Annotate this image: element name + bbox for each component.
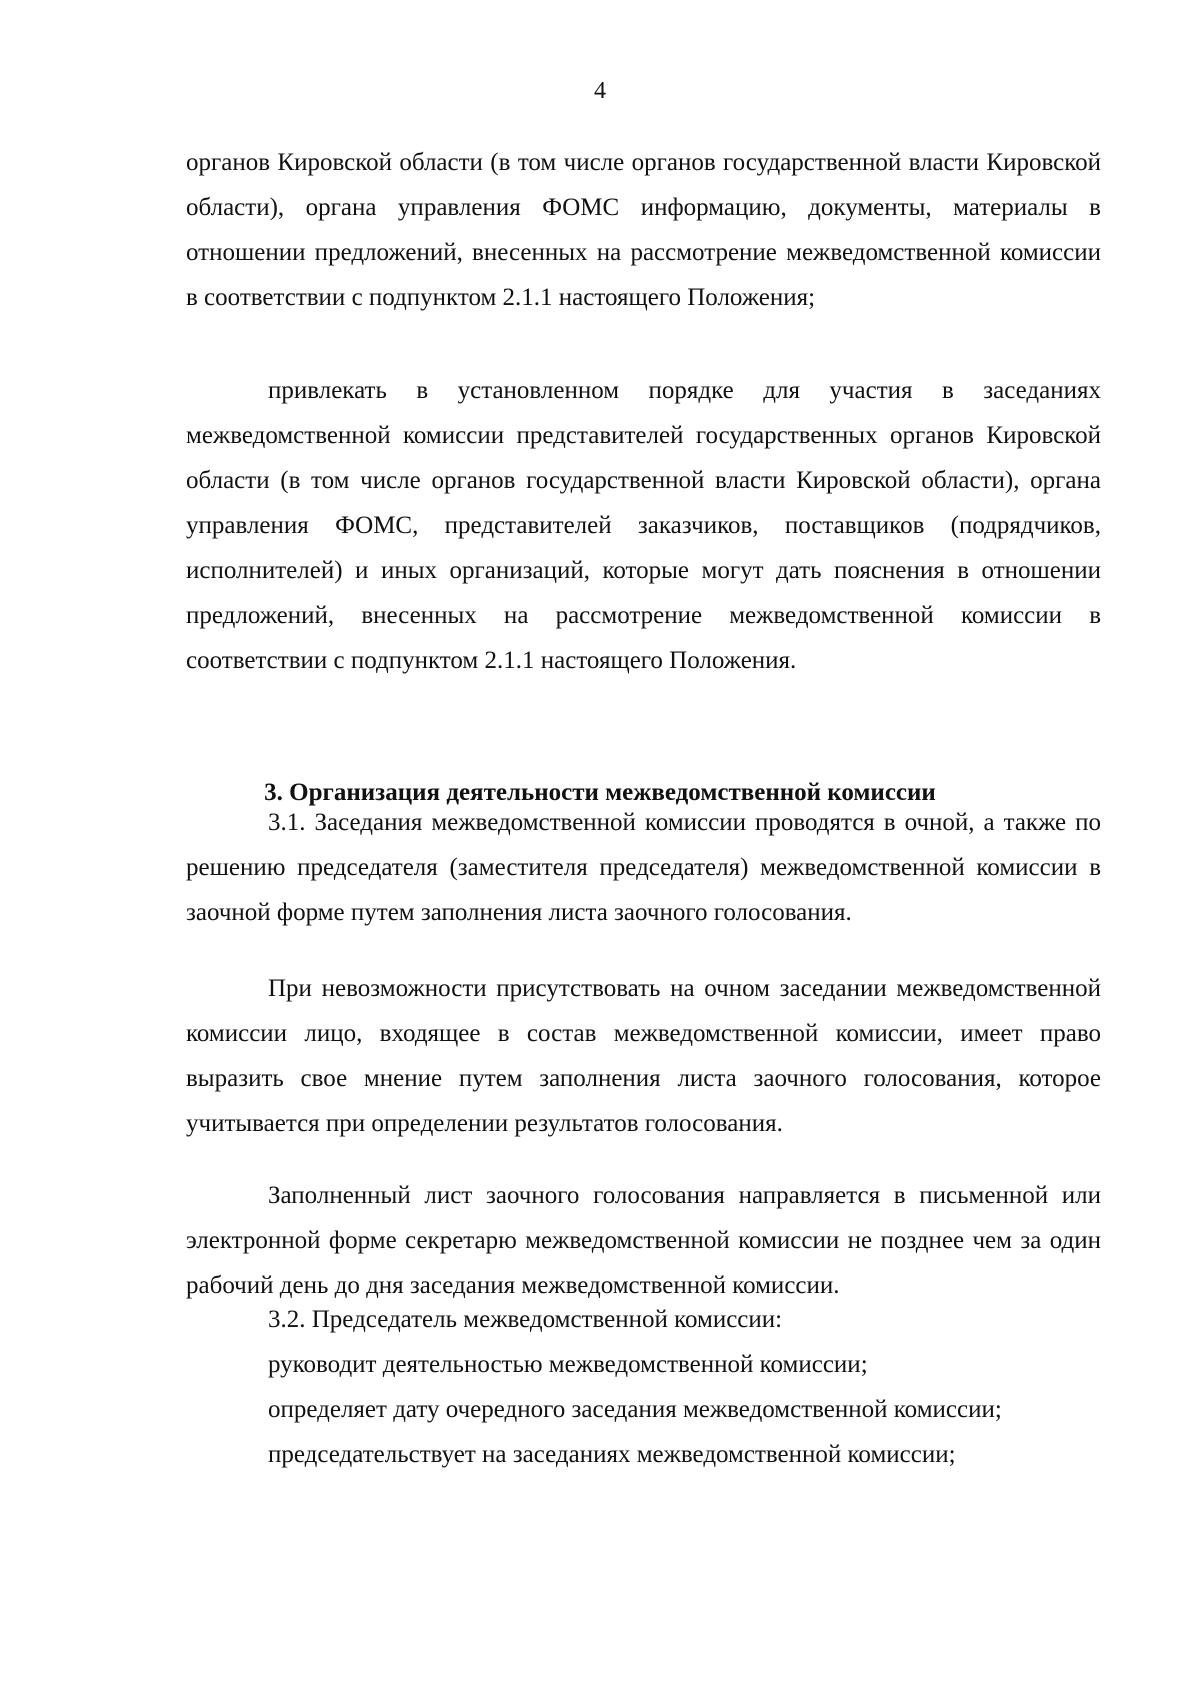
- paragraph-text: Заполненный лист заочного голосования направляется в письменной или электронной форме секретарю межведомственной комиссии не позднее чем за один рабочий день до дня заседания межведомственной комиссии.: [186, 1182, 1101, 1299]
- list-item: определяет дату очередного заседания межведомственной комиссии;: [268, 1396, 1002, 1423]
- paragraph-absentee-voting: [186, 966, 1101, 1146]
- paragraph-text: привлекать в установленном порядке для участия в заседаниях межведомственной комиссии представителей государственных органов Кировской области (в том числе органов государственной власти Кировской области), органа управления ФОМС, представителей заказчиков, поставщиков (подрядчиков, исполнителей) и иных организаций, которые могут дать пояснения в отношении предложений, внесенных на рассмотрение межведомственной комиссии в соответствии с подпунктом 2.1.1 настоящего Положения.: [186, 377, 1101, 674]
- page-number: 4: [594, 78, 606, 104]
- paragraph-rights-request-info: [186, 140, 1101, 320]
- chairman-duties-title: 3.2. Председатель межведомственной комиссии:: [268, 1306, 783, 1333]
- list-item: председательствует на заседаниях межведомственной комиссии;: [268, 1441, 956, 1468]
- paragraph-rights-invite-representatives: [186, 368, 1101, 683]
- paragraph-voting-sheet-submission: [186, 1173, 1101, 1308]
- paragraph-text: органов Кировской области (в том числе органов государственной власти Кировской области), органа управления ФОМС информацию, документы, материалы в отношении предложений, внесенных на рассмотрение межведомственной комиссии в соответствии с подпунктом 2.1.1 настоящего Положения;: [186, 149, 1101, 311]
- paragraph-text: При невозможности присутствовать на очном заседании межведомственной комиссии лицо, входящее в состав межведомственной комиссии, имеет право выразить свое мнение путем заполнения листа заочного голосования, которое учитывается при определении результатов голосования.: [186, 975, 1101, 1137]
- paragraph-meetings-form: [186, 800, 1101, 935]
- list-item: руководит деятельностью межведомственной комиссии;: [268, 1351, 868, 1378]
- section-heading: 3. Организация деятельности межведомственной комиссии: [264, 779, 936, 806]
- chairman-duties: [186, 1297, 1101, 1477]
- paragraph-text: 3.1. Заседания межведомственной комиссии проводятся в очной, а также по решению председателя (заместителя председателя) межведомственной комиссии в заочной форме путем заполнения листа заочного голосования.: [186, 809, 1101, 926]
